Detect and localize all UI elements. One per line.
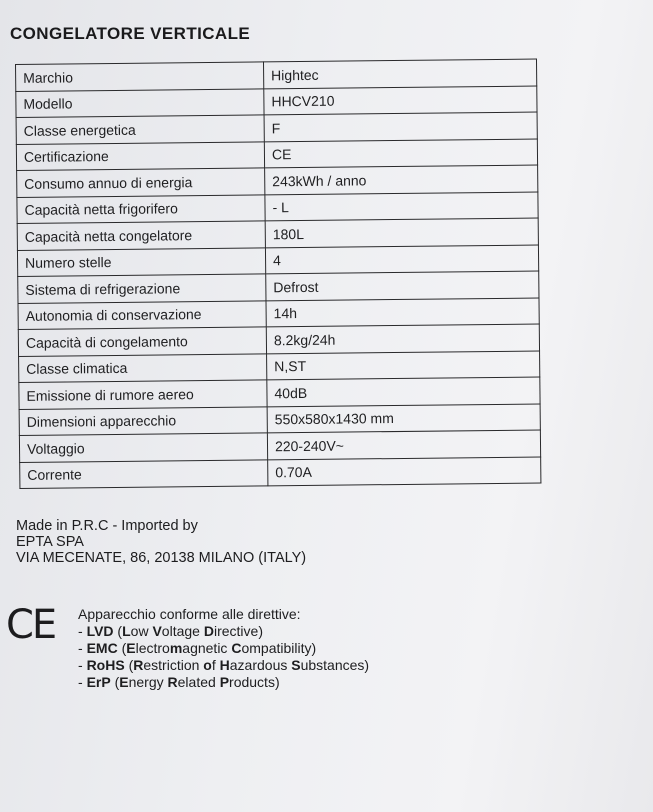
directive-acronym-letter: E (119, 674, 129, 690)
spec-value: 14h (266, 298, 539, 327)
spec-label: Numero stelle (17, 247, 265, 276)
spec-value: - L (265, 192, 538, 221)
directive-acronym-letter: R (133, 657, 144, 673)
directive-text: ow (130, 623, 153, 639)
importer-origin: Made in P.R.C - Imported by (16, 518, 198, 534)
spec-value: 550x580x1430 mm (267, 404, 540, 433)
spec-label: Corrente (20, 459, 268, 488)
directive-acronym-letter: ErP (86, 674, 111, 690)
directive-text: ( (124, 657, 134, 673)
directive-acronym-letter: o (203, 657, 212, 673)
directive-acronym-letter: m (169, 640, 183, 656)
directive-text: azardous (229, 657, 292, 673)
spec-value: 4 (265, 245, 538, 274)
directive-text: roducts) (229, 674, 280, 690)
directive-acronym-letter: L (122, 623, 131, 639)
spec-row (20, 457, 541, 489)
spec-value: Hightec (263, 59, 536, 88)
directive-text: ompatibility) (241, 640, 317, 656)
spec-label: Capacità netta frigorifero (17, 194, 265, 223)
importer-info (16, 518, 306, 566)
directive-item (78, 657, 369, 674)
spec-label: Capacità di congelamento (18, 327, 266, 356)
spec-table (15, 59, 541, 489)
directive-acronym-letter: H (219, 657, 230, 673)
importer-address: VIA MECENATE, 86, 20138 MILANO (ITALY) (16, 550, 307, 566)
directive-dash: - (78, 657, 87, 673)
ce-mark-icon: CE (6, 602, 56, 648)
directive-dash: - (78, 640, 87, 656)
spec-value: Defrost (266, 271, 539, 300)
spec-label: Classe climatica (19, 353, 267, 382)
directive-text: nergy (128, 674, 168, 690)
directive-text: elated (177, 674, 220, 690)
spec-label: Modello (16, 88, 264, 117)
directive-text: agnetic (182, 640, 232, 656)
spec-label: Dimensioni apparecchio (19, 406, 267, 435)
directive-text: ( (110, 674, 120, 690)
directive-item (78, 640, 369, 657)
spec-value: 220-240V~ (267, 430, 540, 459)
spec-value: N,ST (267, 351, 540, 380)
directive-acronym-letter: R (167, 674, 178, 690)
spec-value: CE (264, 139, 537, 168)
directives-list (78, 623, 369, 691)
directive-dash: - (78, 674, 87, 690)
directive-text: ( (113, 623, 123, 639)
directive-acronym-letter: LVD (86, 623, 114, 639)
directive-text: estriction (143, 657, 204, 673)
spec-label: Marchio (16, 62, 264, 91)
directive-acronym-letter: P (219, 674, 230, 690)
directive-text: irective) (213, 623, 263, 639)
directive-acronym-letter: V (152, 623, 162, 639)
directive-item (78, 674, 369, 691)
importer-name: EPTA SPA (16, 534, 84, 550)
directive-text: ( (117, 640, 127, 656)
spec-value: 40dB (267, 377, 540, 406)
spec-label: Classe energetica (16, 115, 264, 144)
spec-label: Capacità netta congelatore (17, 221, 265, 250)
spec-value: 8.2kg/24h (266, 324, 539, 353)
directive-acronym-letter: E (126, 640, 136, 656)
spec-label: Emissione di rumore aereo (19, 380, 267, 409)
directives-block (78, 606, 369, 691)
directive-acronym-letter: C (231, 640, 242, 656)
spec-value: 180L (265, 218, 538, 247)
directive-item (78, 623, 369, 640)
spec-label: Consumo annuo di energia (17, 168, 265, 197)
directive-text: f (211, 657, 220, 673)
directive-text: ubstances) (300, 657, 370, 673)
directive-dash: - (78, 623, 87, 639)
directive-acronym-letter: D (203, 623, 214, 639)
spec-label: Autonomia di conservazione (18, 300, 266, 329)
spec-value: 0.70A (268, 457, 541, 486)
directive-acronym-letter: EMC (86, 640, 118, 656)
spec-value: F (264, 112, 537, 141)
directives-heading: Apparecchio conforme alle direttive: (78, 606, 301, 622)
directive-acronym-letter: RoHS (86, 657, 125, 673)
spec-label: Voltaggio (19, 433, 267, 462)
spec-label: Sistema di refrigerazione (18, 274, 266, 303)
directive-acronym-letter: S (291, 657, 301, 673)
spec-value: HHCV210 (264, 86, 537, 115)
spec-label: Certificazione (16, 141, 264, 170)
spec-table-body (16, 59, 541, 488)
spec-value: 243kWh / anno (265, 165, 538, 194)
directive-text: lectro (135, 640, 170, 656)
page-title: CONGELATORE VERTICALE (10, 24, 251, 43)
directive-text: oltage (161, 623, 204, 639)
